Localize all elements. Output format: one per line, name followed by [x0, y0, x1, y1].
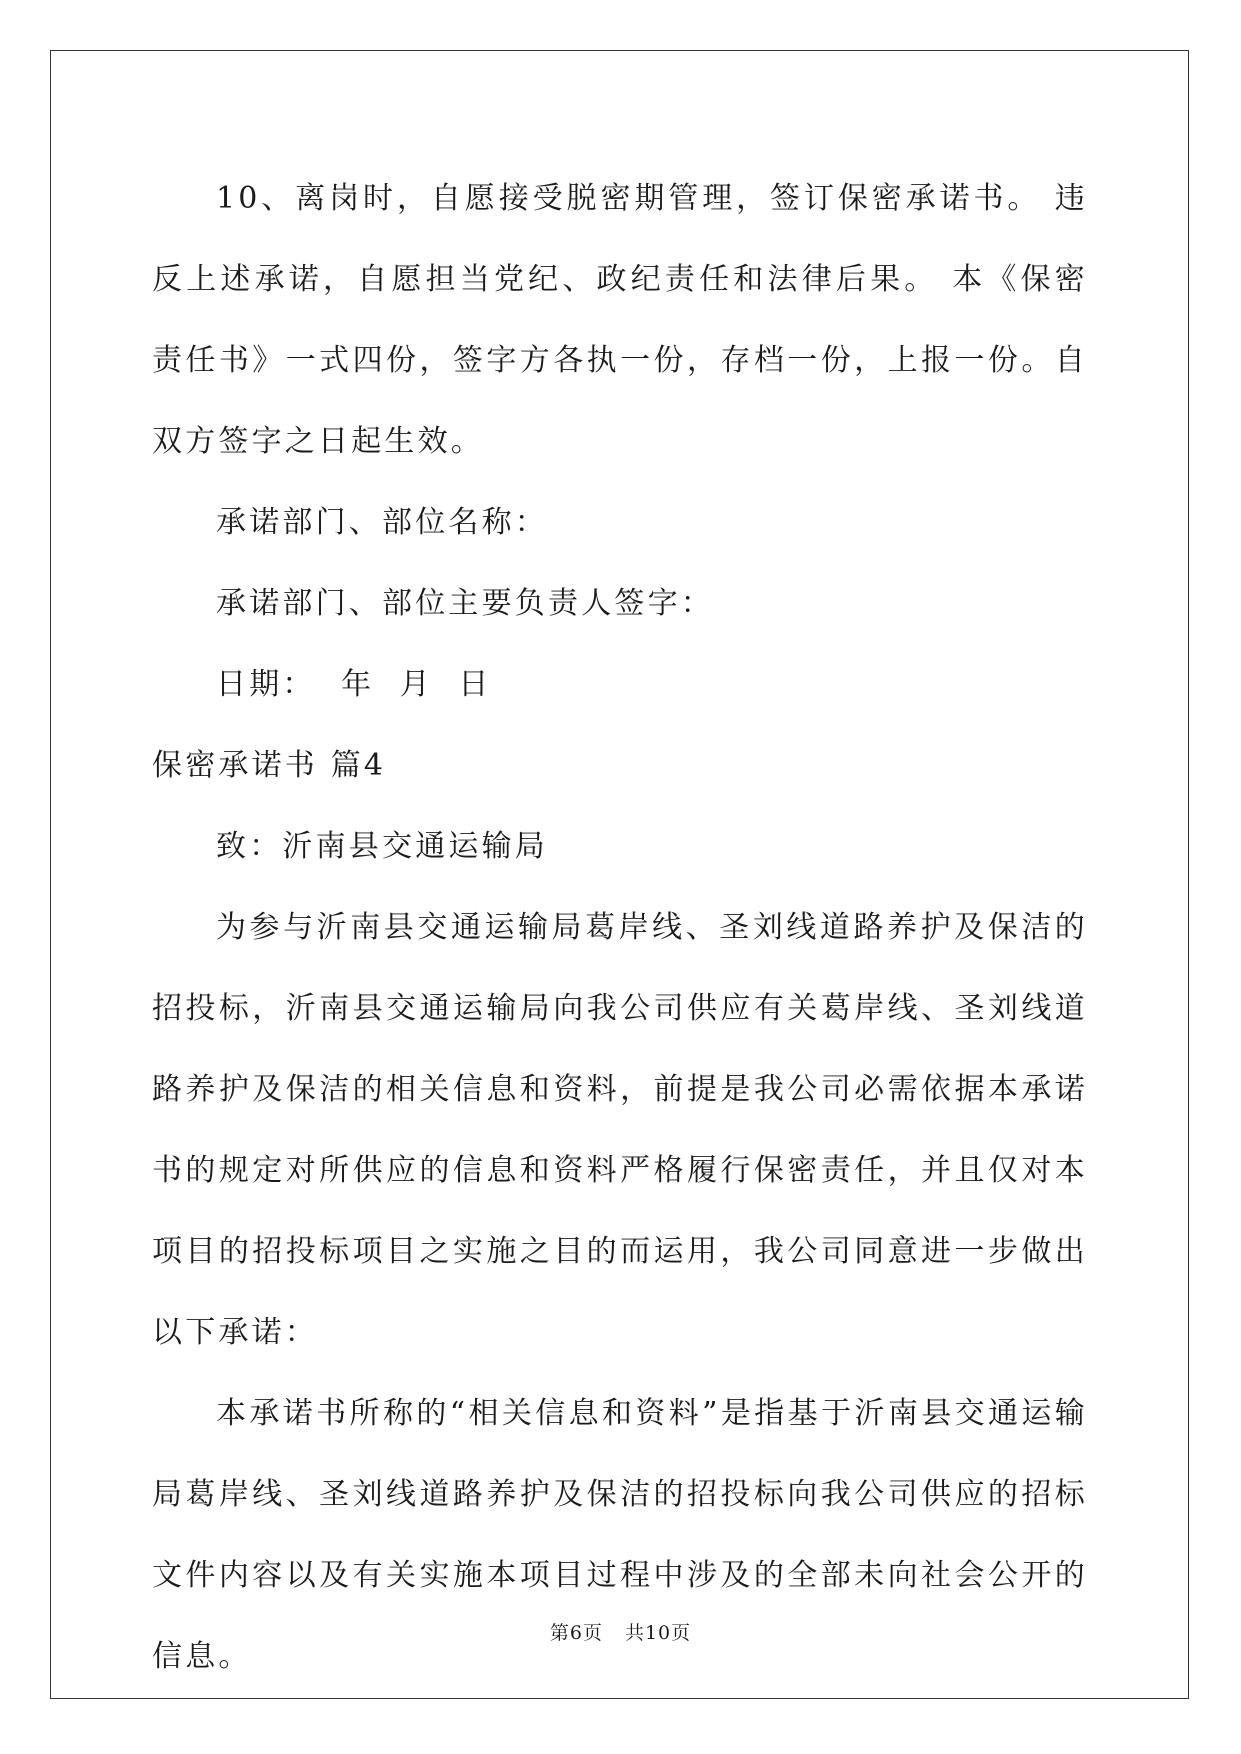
page-total: 共10页	[624, 1622, 692, 1644]
page-footer	[0, 1618, 1241, 1645]
paragraph-definition: 本承诺书所称的“相关信息和资料”是指基于沂南县交通运输局葛岸线、圣刘线道路养护及保洁的招投标向我公司供应的招标文件内容以及有关实施本项目过程中涉及的全部未向社会公开的信息。	[152, 1396, 1088, 1674]
paragraph-leader-signature: 承诺部门、部位主要负责人签字：	[216, 586, 714, 621]
paragraph-promise-10: 10、离岗时，自愿接受脱密期管理，签订保密承诺书。 违反上述承诺，自愿担当党纪、政纪责任和法律后果。 本《保密责任书》一式四份，签字方各执一份，存档一份，上报一份。自双方签字之日起生效。	[152, 181, 1088, 459]
paragraph-purpose: 为参与沂南县交通运输局葛岸线、圣刘线道路养护及保洁的招投标，沂南县交通运输局向我公司供应有关葛岸线、圣刘线道路养护及保洁的相关信息和资料，前提是我公司必需依据本承诺书的规定对所供应的信息和资料严格履行保密责任，并且仅对本项目的招投标项目之实施之目的而运用，我公司同意进一步做出以下承诺：	[152, 910, 1088, 1350]
paragraph-addressee: 致：沂南县交通运输局	[216, 829, 548, 864]
paragraph-department-name: 承诺部门、部位名称：	[216, 505, 548, 540]
document-body	[152, 158, 1088, 1697]
page-number: 第6页	[549, 1622, 603, 1644]
section-heading: 保密承诺书 篇4	[152, 748, 387, 783]
paragraph-date: 日期： 年 月 日	[216, 667, 492, 702]
